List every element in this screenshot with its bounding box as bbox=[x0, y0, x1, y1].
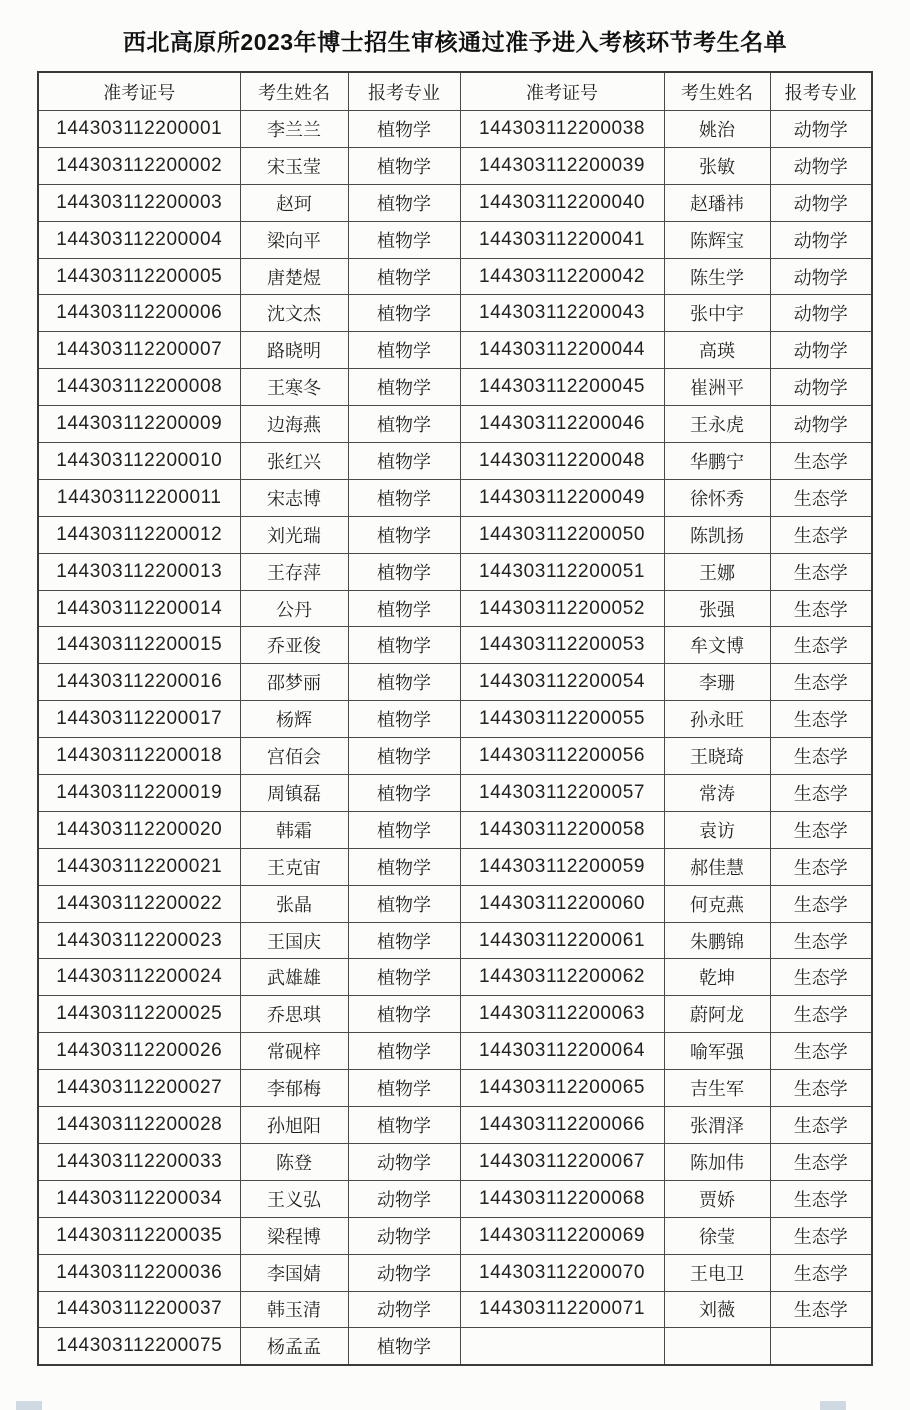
table-row bbox=[38, 627, 872, 664]
major-cell: 植物学 bbox=[348, 258, 460, 295]
major-cell: 植物学 bbox=[348, 147, 460, 184]
exam-id-cell: 144303112200027 bbox=[38, 1070, 240, 1107]
name-cell: 吉生军 bbox=[664, 1070, 770, 1107]
name-cell: 李国婧 bbox=[240, 1254, 348, 1291]
major-cell: 植物学 bbox=[348, 406, 460, 443]
exam-id-cell: 144303112200003 bbox=[38, 184, 240, 221]
column-header-name-right: 考生姓名 bbox=[664, 72, 770, 111]
exam-id-cell: 144303112200059 bbox=[460, 848, 664, 885]
table-row bbox=[38, 1143, 872, 1180]
major-cell: 生态学 bbox=[770, 1143, 872, 1180]
name-cell: 路晓明 bbox=[240, 332, 348, 369]
exam-id-cell: 144303112200064 bbox=[460, 1033, 664, 1070]
major-cell: 动物学 bbox=[348, 1143, 460, 1180]
exam-id-cell: 144303112200004 bbox=[38, 221, 240, 258]
exam-id-cell: 144303112200002 bbox=[38, 147, 240, 184]
table-row bbox=[38, 590, 872, 627]
name-cell: 梁程博 bbox=[240, 1217, 348, 1254]
name-cell: 张敏 bbox=[664, 147, 770, 184]
exam-id-cell: 144303112200024 bbox=[38, 959, 240, 996]
exam-id-cell: 144303112200034 bbox=[38, 1180, 240, 1217]
name-cell: 唐楚煜 bbox=[240, 258, 348, 295]
major-cell: 生态学 bbox=[770, 1180, 872, 1217]
name-cell bbox=[664, 1328, 770, 1365]
name-cell: 王国庆 bbox=[240, 922, 348, 959]
name-cell: 乾坤 bbox=[664, 959, 770, 996]
major-cell: 生态学 bbox=[770, 553, 872, 590]
name-cell: 刘光瑞 bbox=[240, 516, 348, 553]
exam-id-cell: 144303112200038 bbox=[460, 111, 664, 148]
exam-id-cell: 144303112200071 bbox=[460, 1291, 664, 1328]
column-header-name-left: 考生姓名 bbox=[240, 72, 348, 111]
major-cell: 生态学 bbox=[770, 1254, 872, 1291]
table-row bbox=[38, 738, 872, 775]
exam-id-cell: 144303112200069 bbox=[460, 1217, 664, 1254]
table-row bbox=[38, 885, 872, 922]
table-row bbox=[38, 258, 872, 295]
major-cell: 植物学 bbox=[348, 996, 460, 1033]
table-row bbox=[38, 775, 872, 812]
major-cell: 植物学 bbox=[348, 443, 460, 480]
table-row bbox=[38, 1033, 872, 1070]
exam-id-cell: 144303112200023 bbox=[38, 922, 240, 959]
page-title: 西北高原所2023年博士招生审核通过准予进入考核环节考生名单 bbox=[122, 29, 788, 55]
name-cell: 周镇磊 bbox=[240, 775, 348, 812]
exam-id-cell: 144303112200053 bbox=[460, 627, 664, 664]
name-cell: 陈登 bbox=[240, 1143, 348, 1180]
column-header-exam-id-left: 准考证号 bbox=[38, 72, 240, 111]
table-row bbox=[38, 147, 872, 184]
major-cell: 动物学 bbox=[770, 111, 872, 148]
name-cell: 陈加伟 bbox=[664, 1143, 770, 1180]
major-cell: 植物学 bbox=[348, 332, 460, 369]
exam-id-cell: 144303112200058 bbox=[460, 811, 664, 848]
name-cell: 崔洲平 bbox=[664, 369, 770, 406]
major-cell: 生态学 bbox=[770, 627, 872, 664]
exam-id-cell: 144303112200020 bbox=[38, 811, 240, 848]
table-row bbox=[38, 369, 872, 406]
header-row bbox=[38, 72, 872, 111]
name-cell: 袁访 bbox=[664, 811, 770, 848]
exam-id-cell: 144303112200037 bbox=[38, 1291, 240, 1328]
major-cell: 动物学 bbox=[348, 1291, 460, 1328]
name-cell: 杨孟孟 bbox=[240, 1328, 348, 1365]
major-cell: 植物学 bbox=[348, 295, 460, 332]
major-cell: 生态学 bbox=[770, 590, 872, 627]
exam-id-cell: 144303112200016 bbox=[38, 664, 240, 701]
major-cell: 植物学 bbox=[348, 111, 460, 148]
exam-id-cell: 144303112200006 bbox=[38, 295, 240, 332]
table-row bbox=[38, 295, 872, 332]
major-cell: 植物学 bbox=[348, 922, 460, 959]
corner-artifact-right bbox=[820, 1401, 846, 1410]
exam-id-cell: 144303112200036 bbox=[38, 1254, 240, 1291]
name-cell: 武雄雄 bbox=[240, 959, 348, 996]
major-cell: 动物学 bbox=[770, 295, 872, 332]
major-cell: 植物学 bbox=[348, 775, 460, 812]
name-cell: 王电卫 bbox=[664, 1254, 770, 1291]
exam-id-cell: 144303112200067 bbox=[460, 1143, 664, 1180]
name-cell: 孙旭阳 bbox=[240, 1107, 348, 1144]
major-cell: 植物学 bbox=[348, 664, 460, 701]
exam-id-cell: 144303112200007 bbox=[38, 332, 240, 369]
major-cell: 动物学 bbox=[348, 1254, 460, 1291]
exam-id-cell: 144303112200049 bbox=[460, 479, 664, 516]
table-row bbox=[38, 479, 872, 516]
name-cell: 宫佰会 bbox=[240, 738, 348, 775]
name-cell: 王义弘 bbox=[240, 1180, 348, 1217]
table-row bbox=[38, 516, 872, 553]
major-cell: 生态学 bbox=[770, 1033, 872, 1070]
name-cell: 李郁梅 bbox=[240, 1070, 348, 1107]
major-cell: 植物学 bbox=[348, 811, 460, 848]
major-cell: 动物学 bbox=[770, 258, 872, 295]
name-cell: 王娜 bbox=[664, 553, 770, 590]
exam-id-cell: 144303112200042 bbox=[460, 258, 664, 295]
name-cell: 郝佳慧 bbox=[664, 848, 770, 885]
major-cell: 动物学 bbox=[770, 406, 872, 443]
major-cell: 生态学 bbox=[770, 1107, 872, 1144]
table-row bbox=[38, 1254, 872, 1291]
name-cell: 公丹 bbox=[240, 590, 348, 627]
exam-id-cell: 144303112200066 bbox=[460, 1107, 664, 1144]
major-cell: 植物学 bbox=[348, 738, 460, 775]
name-cell: 赵珂 bbox=[240, 184, 348, 221]
exam-id-cell: 144303112200043 bbox=[460, 295, 664, 332]
name-cell: 赵璠祎 bbox=[664, 184, 770, 221]
name-cell: 张渭泽 bbox=[664, 1107, 770, 1144]
table-row bbox=[38, 1070, 872, 1107]
exam-id-cell: 144303112200028 bbox=[38, 1107, 240, 1144]
exam-id-cell: 144303112200048 bbox=[460, 443, 664, 480]
column-header-major-left: 报考专业 bbox=[348, 72, 460, 111]
major-cell: 生态学 bbox=[770, 1217, 872, 1254]
name-cell: 杨辉 bbox=[240, 701, 348, 738]
name-cell: 李珊 bbox=[664, 664, 770, 701]
major-cell: 生态学 bbox=[770, 516, 872, 553]
name-cell: 蔚阿龙 bbox=[664, 996, 770, 1033]
exam-id-cell: 144303112200011 bbox=[38, 479, 240, 516]
exam-id-cell: 144303112200070 bbox=[460, 1254, 664, 1291]
exam-id-cell: 144303112200057 bbox=[460, 775, 664, 812]
exam-id-cell: 144303112200061 bbox=[460, 922, 664, 959]
table-row bbox=[38, 111, 872, 148]
name-cell: 张红兴 bbox=[240, 443, 348, 480]
major-cell: 植物学 bbox=[348, 1033, 460, 1070]
major-cell: 植物学 bbox=[348, 369, 460, 406]
name-cell: 李兰兰 bbox=[240, 111, 348, 148]
major-cell: 植物学 bbox=[348, 590, 460, 627]
table-row bbox=[38, 406, 872, 443]
exam-id-cell: 144303112200062 bbox=[460, 959, 664, 996]
table-row bbox=[38, 553, 872, 590]
name-cell: 王克宙 bbox=[240, 848, 348, 885]
exam-id-cell: 144303112200075 bbox=[38, 1328, 240, 1365]
name-cell: 边海燕 bbox=[240, 406, 348, 443]
major-cell: 生态学 bbox=[770, 959, 872, 996]
exam-id-cell: 144303112200008 bbox=[38, 369, 240, 406]
table-row bbox=[38, 184, 872, 221]
major-cell bbox=[770, 1328, 872, 1365]
major-cell: 植物学 bbox=[348, 479, 460, 516]
table-row bbox=[38, 848, 872, 885]
exam-id-cell: 144303112200019 bbox=[38, 775, 240, 812]
name-cell: 韩霜 bbox=[240, 811, 348, 848]
name-cell: 宋玉莹 bbox=[240, 147, 348, 184]
table-row bbox=[38, 332, 872, 369]
exam-id-cell: 144303112200012 bbox=[38, 516, 240, 553]
major-cell: 生态学 bbox=[770, 775, 872, 812]
table-row bbox=[38, 221, 872, 258]
major-cell: 动物学 bbox=[348, 1180, 460, 1217]
table-body bbox=[38, 111, 872, 1366]
exam-id-cell: 144303112200018 bbox=[38, 738, 240, 775]
major-cell: 生态学 bbox=[770, 738, 872, 775]
exam-id-cell: 144303112200025 bbox=[38, 996, 240, 1033]
major-cell: 生态学 bbox=[770, 701, 872, 738]
corner-artifact-left bbox=[16, 1401, 42, 1410]
exam-id-cell: 144303112200021 bbox=[38, 848, 240, 885]
name-cell: 陈凯扬 bbox=[664, 516, 770, 553]
name-cell: 张中宇 bbox=[664, 295, 770, 332]
major-cell: 动物学 bbox=[770, 221, 872, 258]
major-cell: 植物学 bbox=[348, 553, 460, 590]
name-cell: 刘薇 bbox=[664, 1291, 770, 1328]
exam-id-cell: 144303112200015 bbox=[38, 627, 240, 664]
exam-id-cell: 144303112200046 bbox=[460, 406, 664, 443]
table-row bbox=[38, 996, 872, 1033]
exam-id-cell: 144303112200050 bbox=[460, 516, 664, 553]
table-row bbox=[38, 1217, 872, 1254]
exam-id-cell: 144303112200039 bbox=[460, 147, 664, 184]
major-cell: 植物学 bbox=[348, 516, 460, 553]
major-cell: 植物学 bbox=[348, 627, 460, 664]
name-cell: 牟文博 bbox=[664, 627, 770, 664]
name-cell: 梁向平 bbox=[240, 221, 348, 258]
exam-id-cell: 144303112200017 bbox=[38, 701, 240, 738]
name-cell: 孙永旺 bbox=[664, 701, 770, 738]
name-cell: 徐怀秀 bbox=[664, 479, 770, 516]
name-cell: 邵梦丽 bbox=[240, 664, 348, 701]
major-cell: 生态学 bbox=[770, 664, 872, 701]
name-cell: 华鹏宁 bbox=[664, 443, 770, 480]
table-row bbox=[38, 922, 872, 959]
exam-id-cell: 144303112200054 bbox=[460, 664, 664, 701]
table-row bbox=[38, 1107, 872, 1144]
name-cell: 沈文杰 bbox=[240, 295, 348, 332]
name-cell: 陈生学 bbox=[664, 258, 770, 295]
major-cell: 生态学 bbox=[770, 443, 872, 480]
major-cell: 动物学 bbox=[770, 332, 872, 369]
exam-id-cell: 144303112200010 bbox=[38, 443, 240, 480]
exam-id-cell: 144303112200005 bbox=[38, 258, 240, 295]
table-row bbox=[38, 701, 872, 738]
name-cell: 姚治 bbox=[664, 111, 770, 148]
name-cell: 陈辉宝 bbox=[664, 221, 770, 258]
name-cell: 常砚梓 bbox=[240, 1033, 348, 1070]
column-header-major-right: 报考专业 bbox=[770, 72, 872, 111]
exam-id-cell: 144303112200063 bbox=[460, 996, 664, 1033]
name-cell: 贾娇 bbox=[664, 1180, 770, 1217]
name-cell: 张强 bbox=[664, 590, 770, 627]
major-cell: 生态学 bbox=[770, 996, 872, 1033]
candidates-table bbox=[37, 71, 873, 1366]
major-cell: 植物学 bbox=[348, 184, 460, 221]
major-cell: 动物学 bbox=[348, 1217, 460, 1254]
name-cell: 宋志博 bbox=[240, 479, 348, 516]
table-row bbox=[38, 959, 872, 996]
exam-id-cell: 144303112200026 bbox=[38, 1033, 240, 1070]
exam-id-cell bbox=[460, 1328, 664, 1365]
exam-id-cell: 144303112200068 bbox=[460, 1180, 664, 1217]
table-row bbox=[38, 443, 872, 480]
exam-id-cell: 144303112200001 bbox=[38, 111, 240, 148]
table-row bbox=[38, 1180, 872, 1217]
major-cell: 动物学 bbox=[770, 147, 872, 184]
exam-id-cell: 144303112200045 bbox=[460, 369, 664, 406]
name-cell: 张晶 bbox=[240, 885, 348, 922]
name-cell: 王晓琦 bbox=[664, 738, 770, 775]
name-cell: 徐莹 bbox=[664, 1217, 770, 1254]
exam-id-cell: 144303112200065 bbox=[460, 1070, 664, 1107]
major-cell: 动物学 bbox=[770, 369, 872, 406]
name-cell: 常涛 bbox=[664, 775, 770, 812]
table-row bbox=[38, 664, 872, 701]
column-header-exam-id-right: 准考证号 bbox=[460, 72, 664, 111]
name-cell: 乔亚俊 bbox=[240, 627, 348, 664]
exam-id-cell: 144303112200060 bbox=[460, 885, 664, 922]
exam-id-cell: 144303112200009 bbox=[38, 406, 240, 443]
major-cell: 植物学 bbox=[348, 848, 460, 885]
major-cell: 生态学 bbox=[770, 848, 872, 885]
exam-id-cell: 144303112200013 bbox=[38, 553, 240, 590]
name-cell: 何克燕 bbox=[664, 885, 770, 922]
major-cell: 生态学 bbox=[770, 885, 872, 922]
name-cell: 王存萍 bbox=[240, 553, 348, 590]
exam-id-cell: 144303112200056 bbox=[460, 738, 664, 775]
exam-id-cell: 144303112200014 bbox=[38, 590, 240, 627]
exam-id-cell: 144303112200044 bbox=[460, 332, 664, 369]
exam-id-cell: 144303112200052 bbox=[460, 590, 664, 627]
exam-id-cell: 144303112200035 bbox=[38, 1217, 240, 1254]
major-cell: 植物学 bbox=[348, 1070, 460, 1107]
table-row bbox=[38, 1328, 872, 1365]
major-cell: 植物学 bbox=[348, 885, 460, 922]
name-cell: 王永虎 bbox=[664, 406, 770, 443]
table-row bbox=[38, 1291, 872, 1328]
major-cell: 植物学 bbox=[348, 1107, 460, 1144]
name-cell: 喻军强 bbox=[664, 1033, 770, 1070]
name-cell: 王寒冬 bbox=[240, 369, 348, 406]
major-cell: 生态学 bbox=[770, 811, 872, 848]
exam-id-cell: 144303112200055 bbox=[460, 701, 664, 738]
major-cell: 生态学 bbox=[770, 479, 872, 516]
major-cell: 植物学 bbox=[348, 959, 460, 996]
exam-id-cell: 144303112200051 bbox=[460, 553, 664, 590]
major-cell: 动物学 bbox=[770, 184, 872, 221]
exam-id-cell: 144303112200040 bbox=[460, 184, 664, 221]
major-cell: 生态学 bbox=[770, 922, 872, 959]
exam-id-cell: 144303112200033 bbox=[38, 1143, 240, 1180]
name-cell: 乔思琪 bbox=[240, 996, 348, 1033]
exam-id-cell: 144303112200022 bbox=[38, 885, 240, 922]
exam-id-cell: 144303112200041 bbox=[460, 221, 664, 258]
major-cell: 生态学 bbox=[770, 1291, 872, 1328]
name-cell: 韩玉清 bbox=[240, 1291, 348, 1328]
name-cell: 朱鹏锦 bbox=[664, 922, 770, 959]
major-cell: 植物学 bbox=[348, 221, 460, 258]
table-row bbox=[38, 811, 872, 848]
major-cell: 植物学 bbox=[348, 701, 460, 738]
name-cell: 高瑛 bbox=[664, 332, 770, 369]
major-cell: 生态学 bbox=[770, 1070, 872, 1107]
major-cell: 植物学 bbox=[348, 1328, 460, 1365]
